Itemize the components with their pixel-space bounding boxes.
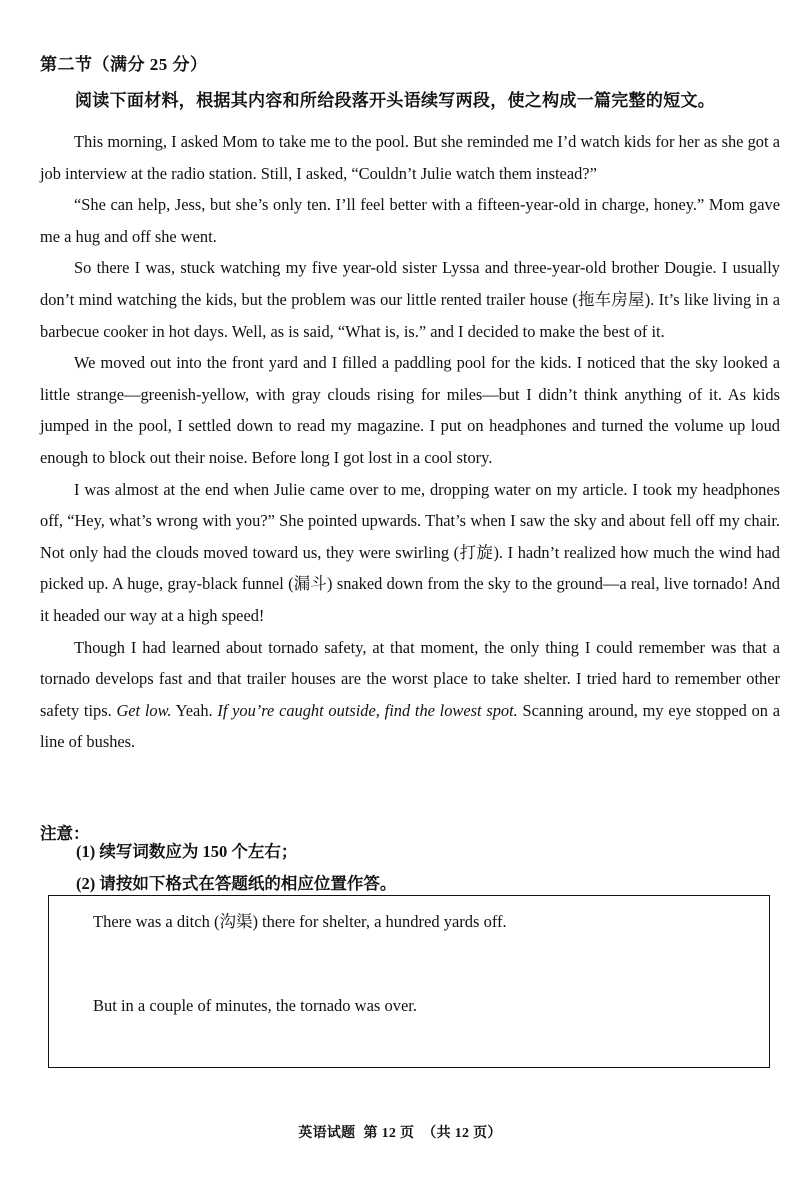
passage-paragraph-2: “She can help, Jess, but she’s only ten. I’ll feel better with a fifteen-year-old in charge, honey.” Mom gave me a hug and off she went. <box>40 195 780 246</box>
note-item-format: (2) 请按如下格式在答题纸的相应位置作答。 <box>76 874 397 893</box>
safety-tip-lowest-spot: If you’re caught outside, find the lowest spot. <box>217 700 518 720</box>
paragraph-6-start: Though I had learned about tornado safety, at that moment, the only thing I could remember was that a tornado develops fast and that trailer houses are the worst place to take shelter. I tried hard to remember other safety tips. <box>40 637 780 720</box>
safety-tip-get-low: Get low. <box>116 700 172 720</box>
answer-format-box <box>48 895 770 1068</box>
footer-subject: 英语试题 <box>298 1126 356 1141</box>
continuation-opening-1: There was a ditch (沟渠) there for shelter, a hundred yards off. <box>93 912 507 931</box>
passage-paragraph-1: This morning, I asked Mom to take me to the pool. But she reminded me I’d watch kids for her as she got a job interview at the radio station. Still, I asked, “Couldn’t Julie watch them instead?” <box>40 132 780 183</box>
page-footer <box>0 1122 800 1142</box>
notes-list <box>76 836 396 900</box>
section-title: 第二节（满分 25 分） <box>40 55 208 74</box>
continuation-opening-2: But in a couple of minutes, the tornado was over. <box>93 996 417 1015</box>
passage-paragraph-4: We moved out into the front yard and I filled a paddling pool for the kids. I noticed that the sky looked a little strange—greenish-yellow, with gray clouds rising for miles—but I didn’t think anything of it. As kids jumped in the pool, I settled down to read my magazine. I put on headphones and turned the volume up loud enough to block out their noise. Before long I got lost in a cool story. <box>40 353 780 467</box>
notes-heading: 注意： <box>40 824 90 843</box>
paragraph-6-end: Scanning around, my eye stopped on a line of bushes. <box>40 700 781 752</box>
reading-passage <box>40 126 780 758</box>
footer-total-pages: （共 12 页） <box>422 1126 502 1141</box>
footer-page-number: 第 12 页 <box>363 1126 415 1141</box>
passage-paragraph-3: So there I was, stuck watching my five year-old sister Lyssa and three-year-old brother Dougie. I usually don’t mind watching the kids, but the problem was our little rented trailer house (拖车房屋). It’s like living in a barbecue cooker in hot days. Well, as is said, “What is, is.” and I decided to make the best of it. <box>40 258 780 341</box>
passage-paragraph-6 <box>40 632 780 758</box>
note-item-word-count: (1) 续写词数应为 150 个左右； <box>76 842 298 861</box>
instruction-text: 阅读下面材料，根据其内容和所给段落开头语续写两段，使之构成一篇完整的短文。 <box>75 91 716 110</box>
passage-paragraph-5: I was almost at the end when Julie came over to me, dropping water on my article. I took my headphones off, “Hey, what’s wrong with you?” She pointed upwards. That’s when I saw the sky and about fell off my chair. Not only had the clouds moved toward us, they were swirling (打旋). I hadn’t realized how much the wind had picked up. A huge, gray-black funnel (漏斗) snaked down from the sky to the ground—a real, live tornado! And it headed our way at a high speed! <box>40 479 780 625</box>
paragraph-6-mid: Yeah. <box>171 700 218 720</box>
